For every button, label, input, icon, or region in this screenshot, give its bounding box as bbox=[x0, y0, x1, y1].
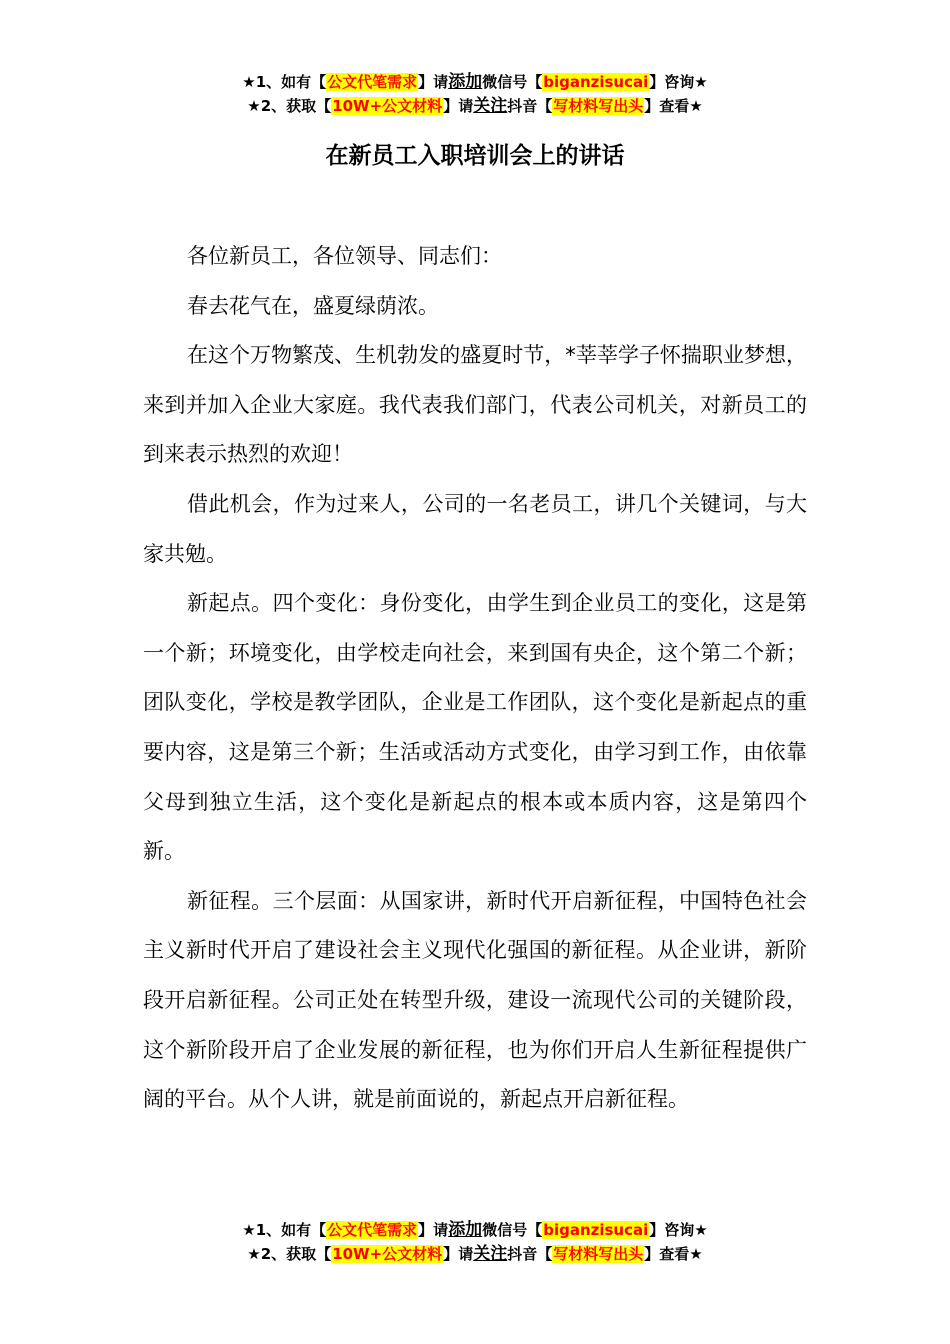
footer-banner bbox=[0, 1218, 950, 1266]
banner-text: ★1、如有【 bbox=[242, 73, 327, 91]
banner-text: 】咨询★ bbox=[649, 73, 708, 91]
emphasis-text: 添加 bbox=[448, 72, 483, 92]
banner-text: 微信号【 bbox=[482, 1221, 543, 1239]
highlight-service: 公文代笔需求 bbox=[327, 1221, 418, 1239]
highlight-wechat-id: biganzisucai bbox=[543, 73, 649, 91]
banner-text: ★2、获取【 bbox=[247, 1245, 332, 1263]
highlight-materials: 10W+公文材料 bbox=[332, 1245, 443, 1263]
banner-text: ★1、如有【 bbox=[242, 1221, 327, 1239]
highlight-douyin-account: 写材料写出头 bbox=[553, 1245, 644, 1263]
banner-line-1 bbox=[0, 70, 950, 94]
banner-text: 】请 bbox=[418, 1221, 449, 1239]
paragraph-new-journey: 新征程。三个层面：从国家讲，新时代开启新征程，中国特色社会主义新时代开启了建设社会主义现代化强国的新征程。从企业讲，新阶段开启新征程。公司正处在转型升级，建设一流现代公司的关键阶段，这个新阶段开启了企业发展的新征程，也为你们开启人生新征程提供广阔的平台。从个人讲，就是前面说的，新起点开启新征程。 bbox=[143, 888, 807, 1112]
emphasis-text: 关注 bbox=[473, 96, 508, 116]
banner-line-1 bbox=[0, 1218, 950, 1242]
banner-text: 】请 bbox=[443, 97, 474, 115]
paragraph-greeting: 各位新员工，各位领导、同志们： bbox=[187, 244, 502, 268]
banner-line-2 bbox=[0, 94, 950, 118]
highlight-douyin-account: 写材料写出头 bbox=[553, 97, 644, 115]
emphasis-text: 添加 bbox=[448, 1220, 483, 1240]
highlight-service: 公文代笔需求 bbox=[327, 73, 418, 91]
banner-text: 微信号【 bbox=[482, 73, 543, 91]
banner-text: 】查看★ bbox=[644, 1245, 703, 1263]
banner-text: 】咨询★ bbox=[649, 1221, 708, 1239]
header-banner bbox=[0, 70, 950, 118]
banner-text: 】请 bbox=[418, 73, 449, 91]
document-title: 在新员工入职培训会上的讲话 bbox=[325, 143, 625, 169]
banner-text: ★2、获取【 bbox=[247, 97, 332, 115]
paragraph-intro: 借此机会，作为过来人，公司的一名老员工，讲几个关键词，与大家共勉。 bbox=[143, 491, 807, 566]
banner-text: 抖音【 bbox=[507, 1245, 553, 1263]
banner-text: 】查看★ bbox=[644, 97, 703, 115]
banner-line-2 bbox=[0, 1242, 950, 1266]
banner-text: 抖音【 bbox=[507, 97, 553, 115]
highlight-wechat-id: biganzisucai bbox=[543, 1221, 649, 1239]
paragraph-new-start: 新起点。四个变化：身份变化，由学生到企业员工的变化，这是第一个新；环境变化，由学校走向社会，来到国有央企，这个第二个新；团队变化，学校是教学团队，企业是工作团队，这个变化是新起点的重要内容，这是第三个新；生活或活动方式变化，由学习到工作，由依靠父母到独立生活，这个变化是新起点的根本或本质内容，这是第四个新。 bbox=[143, 591, 807, 864]
document-body bbox=[143, 232, 807, 1125]
banner-text: 】请 bbox=[443, 1245, 474, 1263]
emphasis-text: 关注 bbox=[473, 1244, 508, 1264]
paragraph-opening: 春去花气在，盛夏绿荫浓。 bbox=[187, 293, 439, 318]
highlight-materials: 10W+公文材料 bbox=[332, 97, 443, 115]
paragraph-welcome: 在这个万物繁茂、生机勃发的盛夏时节，*莘莘学子怀揣职业梦想，来到并加入企业大家庭。我代表我们部门，代表公司机关，对新员工的到来表示热烈的欢迎！ bbox=[143, 343, 807, 467]
